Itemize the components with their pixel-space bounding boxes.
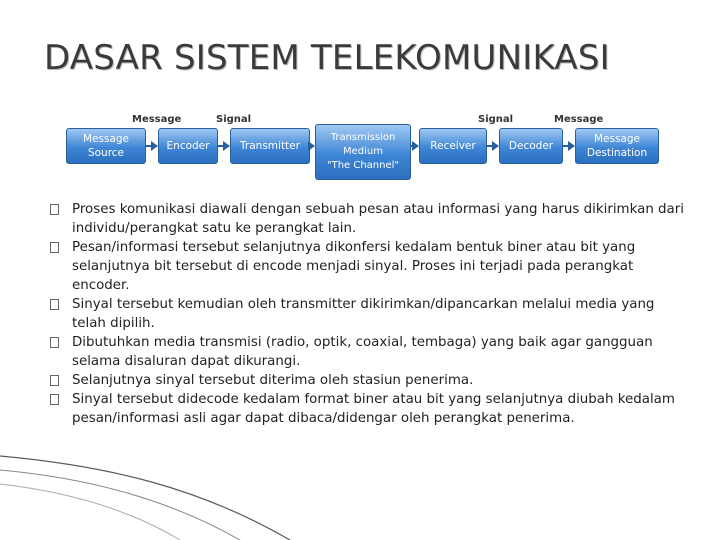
bullet-text: Sinyal tersebut didecode kedalam format biner atau bit yang selanjutnya diubah kedalam pesan/informasi asli agar dapat dibaca/didengar oleh perangkat penerima. [72, 392, 675, 426]
box-transmitter: Transmitter [230, 128, 310, 164]
list-item [50, 238, 690, 295]
square-bullet-icon [50, 299, 59, 310]
list-item [50, 295, 690, 333]
label-message-right: Message [554, 114, 604, 125]
box-encoder: Encoder [158, 128, 218, 164]
list-item [50, 200, 690, 238]
page-title: DASAR SISTEM TELEKOMUNIKASI [44, 38, 610, 78]
square-bullet-icon [50, 204, 59, 215]
label-message-left: Message [132, 114, 182, 125]
box-transmission-medium: Transmission Medium "The Channel" [315, 124, 411, 180]
bullet-list [50, 200, 690, 428]
bullet-text: Dibutuhkan media transmisi (radio, optik, coaxial, tembaga) yang baik agar gangguan selama disaluran dapat dikurangi. [72, 335, 653, 369]
list-item [50, 371, 690, 390]
square-bullet-icon [50, 242, 59, 253]
box-message-destination: Message Destination [575, 128, 659, 164]
square-bullet-icon [50, 337, 59, 348]
label-signal-right: Signal [478, 114, 514, 125]
box-receiver: Receiver [419, 128, 487, 164]
square-bullet-icon [50, 375, 59, 386]
bullet-text: Sinyal tersebut kemudian oleh transmitter dikirimkan/dipancarkan melalui media yang telah dipilih. [72, 297, 655, 331]
box-decoder: Decoder [499, 128, 563, 164]
bullet-text: Pesan/informasi tersebut selanjutnya dikonfersi kedalam bentuk biner atau bit yang selanjutnya bit tersebut di encode menjadi sinyal. Proses ini terjadi pada perangkat encoder. [72, 240, 636, 293]
square-bullet-icon [50, 394, 59, 405]
bullet-text: Proses komunikasi diawali dengan sebuah pesan atau informasi yang harus dikirimkan dari individu/perangkat satu ke perangkat lain. [72, 202, 684, 236]
label-signal-left: Signal [216, 114, 252, 125]
communication-flow-diagram [66, 110, 648, 185]
list-item [50, 390, 690, 428]
bullet-text: Selanjutnya sinyal tersebut diterima oleh stasiun penerima. [72, 373, 474, 388]
box-message-source: Message Source [66, 128, 146, 164]
list-item [50, 333, 690, 371]
